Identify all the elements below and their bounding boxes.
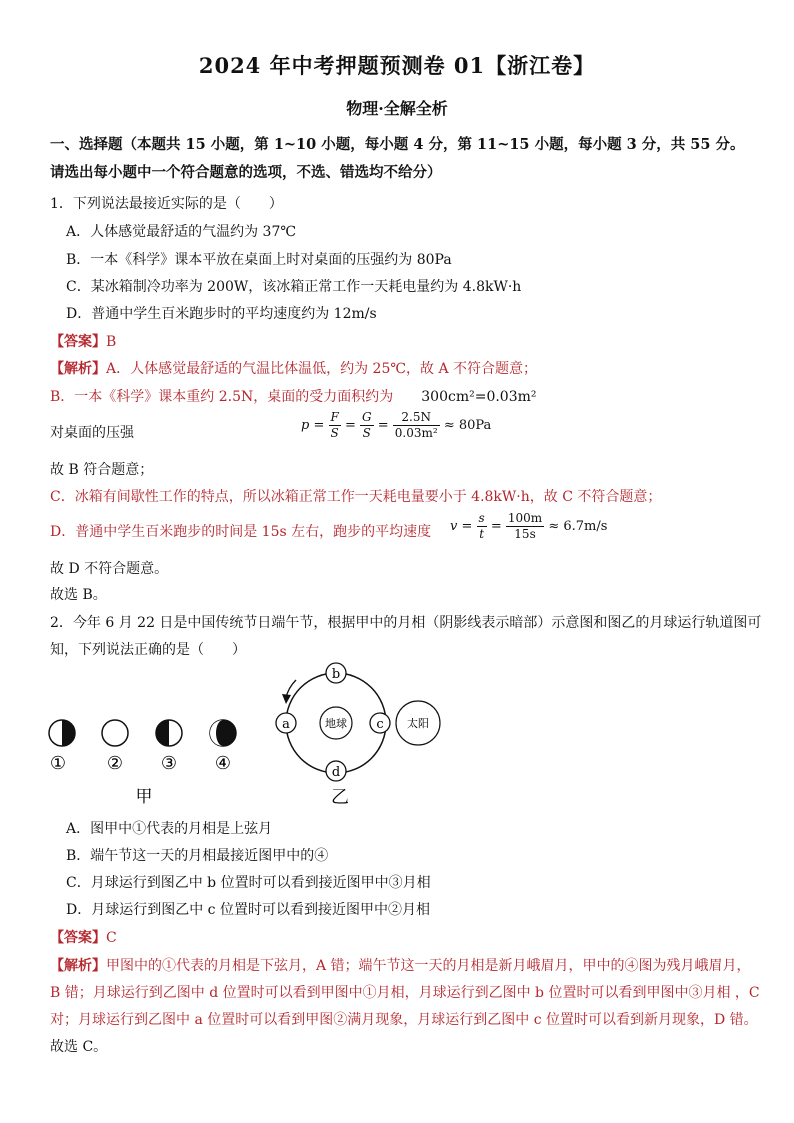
pressure-label: 对桌面的压强 [50, 425, 134, 441]
q2-option-c: C．月球运行到图乙中 b 位置时可以看到接近图甲中③月相 [66, 875, 431, 891]
answer-tag: 【答案】 [50, 334, 106, 350]
moon-orbit-figure [266, 660, 466, 810]
frac-den: 15s [514, 527, 536, 541]
phase-label: ① [49, 753, 67, 774]
analysis-text: 甲图中的①代表的月相是下弦月，A 错；端午节这一天的月相是新月峨眉月，甲中的④图为残月峨眉月， [106, 958, 751, 974]
q2-stem-1: 2．今年 6 月 22 日是中国传统节日端午节，根据甲中的月相（阴影线表示暗部）示意图和图乙的月球运行轨道图可 [50, 615, 762, 631]
q2-option-d: D．月球运行到图乙中 c 位置时可以看到接近图甲中②月相 [66, 902, 430, 918]
q2-analysis-2: B 错；月球运行到乙图中 d 位置时可以看到甲图中①月相，月球运行到乙图中 b 位置时可以看到甲图中③月相 ，C [50, 985, 760, 1001]
phase-label: ③ [160, 753, 178, 774]
frac-den: S [362, 426, 371, 440]
q1-d-conclusion: 故 D 不符合题意。 [50, 561, 169, 577]
speed-equation: v = $\frac{s}{t}$ = $\frac{100m}{15s}$ ≈ 6.7m/s [450, 511, 608, 541]
pressure-equation: p = $\frac{F}{S}$ = $\frac{G}{S}$ = $\frac{2.5N}{\text{0.03m²}}$ ≈ 80Pa [301, 410, 492, 440]
eq-symbol: p [301, 418, 310, 433]
answer-tag: 【答案】 [50, 930, 106, 946]
section-instructions-1: 一、选择题（本题共 15 小题，第 1~10 小题，每小题 4 分，第 11~15 小题，每小题 3 分，共 55 分。 [50, 136, 745, 153]
fraction [329, 410, 341, 441]
moon-phase-1 [49, 720, 75, 746]
q2-answer [50, 927, 117, 947]
q1-stem: 1．下列说法最接近实际的是（ ） [50, 196, 283, 212]
frac-den: t [479, 527, 485, 541]
figure-caption: 甲 [135, 787, 153, 807]
q1-option-a: A．人体感觉最舒适的气温约为 37℃ [66, 224, 297, 240]
q1-answer [50, 331, 116, 351]
q2-analysis-3: 对；月球运行到乙图中 a 位置时可以看到甲图②满月现象，月球运行到乙图中 c 位置时可以看到新月现象，D 错。 [50, 1012, 758, 1028]
q1-option-d: D．普通中学生百米跑步时的平均速度约为 12m/s [66, 306, 377, 322]
frac-num: F [330, 410, 339, 424]
frac-num: 100m [507, 511, 543, 525]
eq-result: ≈ 80Pa [443, 418, 492, 433]
figure-caption: 乙 [331, 787, 349, 808]
page-subtitle: 物理·全解全析 [346, 99, 448, 118]
q2-analysis-1 [50, 955, 751, 975]
q1-option-b: B．一本《科学》课本平放在桌面上时对桌面的压强约为 80Pa [66, 252, 452, 268]
position-label: b [331, 667, 341, 682]
frac-den: 0.03m² [394, 426, 438, 440]
page-title: 2024 年中考押题预测卷 01【浙江卷】 [198, 53, 596, 78]
answer-value: B [106, 334, 117, 350]
answer-value: C [106, 930, 117, 946]
q2-stem-2: 知，下列说法正确的是（ ） [50, 642, 246, 658]
position-label: c [376, 717, 384, 732]
q1-analysis-a [50, 358, 537, 378]
position-label: a [282, 717, 290, 732]
eq-symbol: v [450, 519, 458, 534]
frac-num: s [478, 511, 485, 525]
fraction [506, 511, 544, 542]
moon-phase-4 [210, 720, 236, 746]
frac-num: 2.5N [393, 410, 440, 426]
analysis-tag: 【解析】 [50, 958, 106, 974]
moon-phase-2 [102, 720, 128, 746]
earth-label: 地球 [325, 717, 347, 730]
q2-final: 故选 C。 [50, 1039, 108, 1055]
q1-analysis-b [50, 386, 537, 406]
q2-option-b: B．端午节这一天的月相最接近图甲中的④ [66, 848, 329, 864]
q1-analysis-d: D．普通中学生百米跑步的时间是 15s 左右，跑步的平均速度 [50, 524, 432, 540]
frac-den: S [330, 426, 339, 440]
analysis-tag: 【解析】 [50, 361, 106, 377]
fraction [393, 410, 440, 441]
phase-label: ② [106, 753, 124, 774]
analysis-text: A．人体感觉最舒适的气温比体温低，约为 25℃，故 A 不符合题意； [106, 361, 538, 377]
frac-num: G [362, 410, 372, 424]
q1-analysis-c: C．冰箱有间歇性工作的特点，所以冰箱正常工作一天耗电量要小于 4.8kW·h，故 C 不符合题意； [50, 489, 662, 505]
phase-label: ④ [214, 753, 232, 774]
eq-result: ≈ 6.7m/s [548, 519, 608, 534]
moon-phase-figure [40, 712, 260, 812]
sun-label: 太阳 [407, 717, 429, 730]
moon-phase-3 [156, 720, 182, 746]
q2-option-a: A．图甲中①代表的月相是上弦月 [66, 821, 273, 837]
fraction [360, 410, 374, 441]
area-value: 300cm²=0.03m² [421, 389, 537, 405]
fraction [477, 511, 487, 542]
q1-final: 故选 B。 [50, 587, 107, 603]
position-label: d [331, 765, 341, 780]
analysis-text: B．一本《科学》课本重约 2.5N，桌面的受力面积约为 [50, 389, 394, 405]
section-instructions-2: 请选出每小题中一个符合题意的选项，不选、错选均不给分） [50, 164, 442, 181]
q1-option-c: C．某冰箱制冷功率为 200W，该冰箱正常工作一天耗电量约为 4.8kW·h [66, 279, 522, 295]
q1-b-conclusion: 故 B 符合题意； [50, 462, 154, 478]
